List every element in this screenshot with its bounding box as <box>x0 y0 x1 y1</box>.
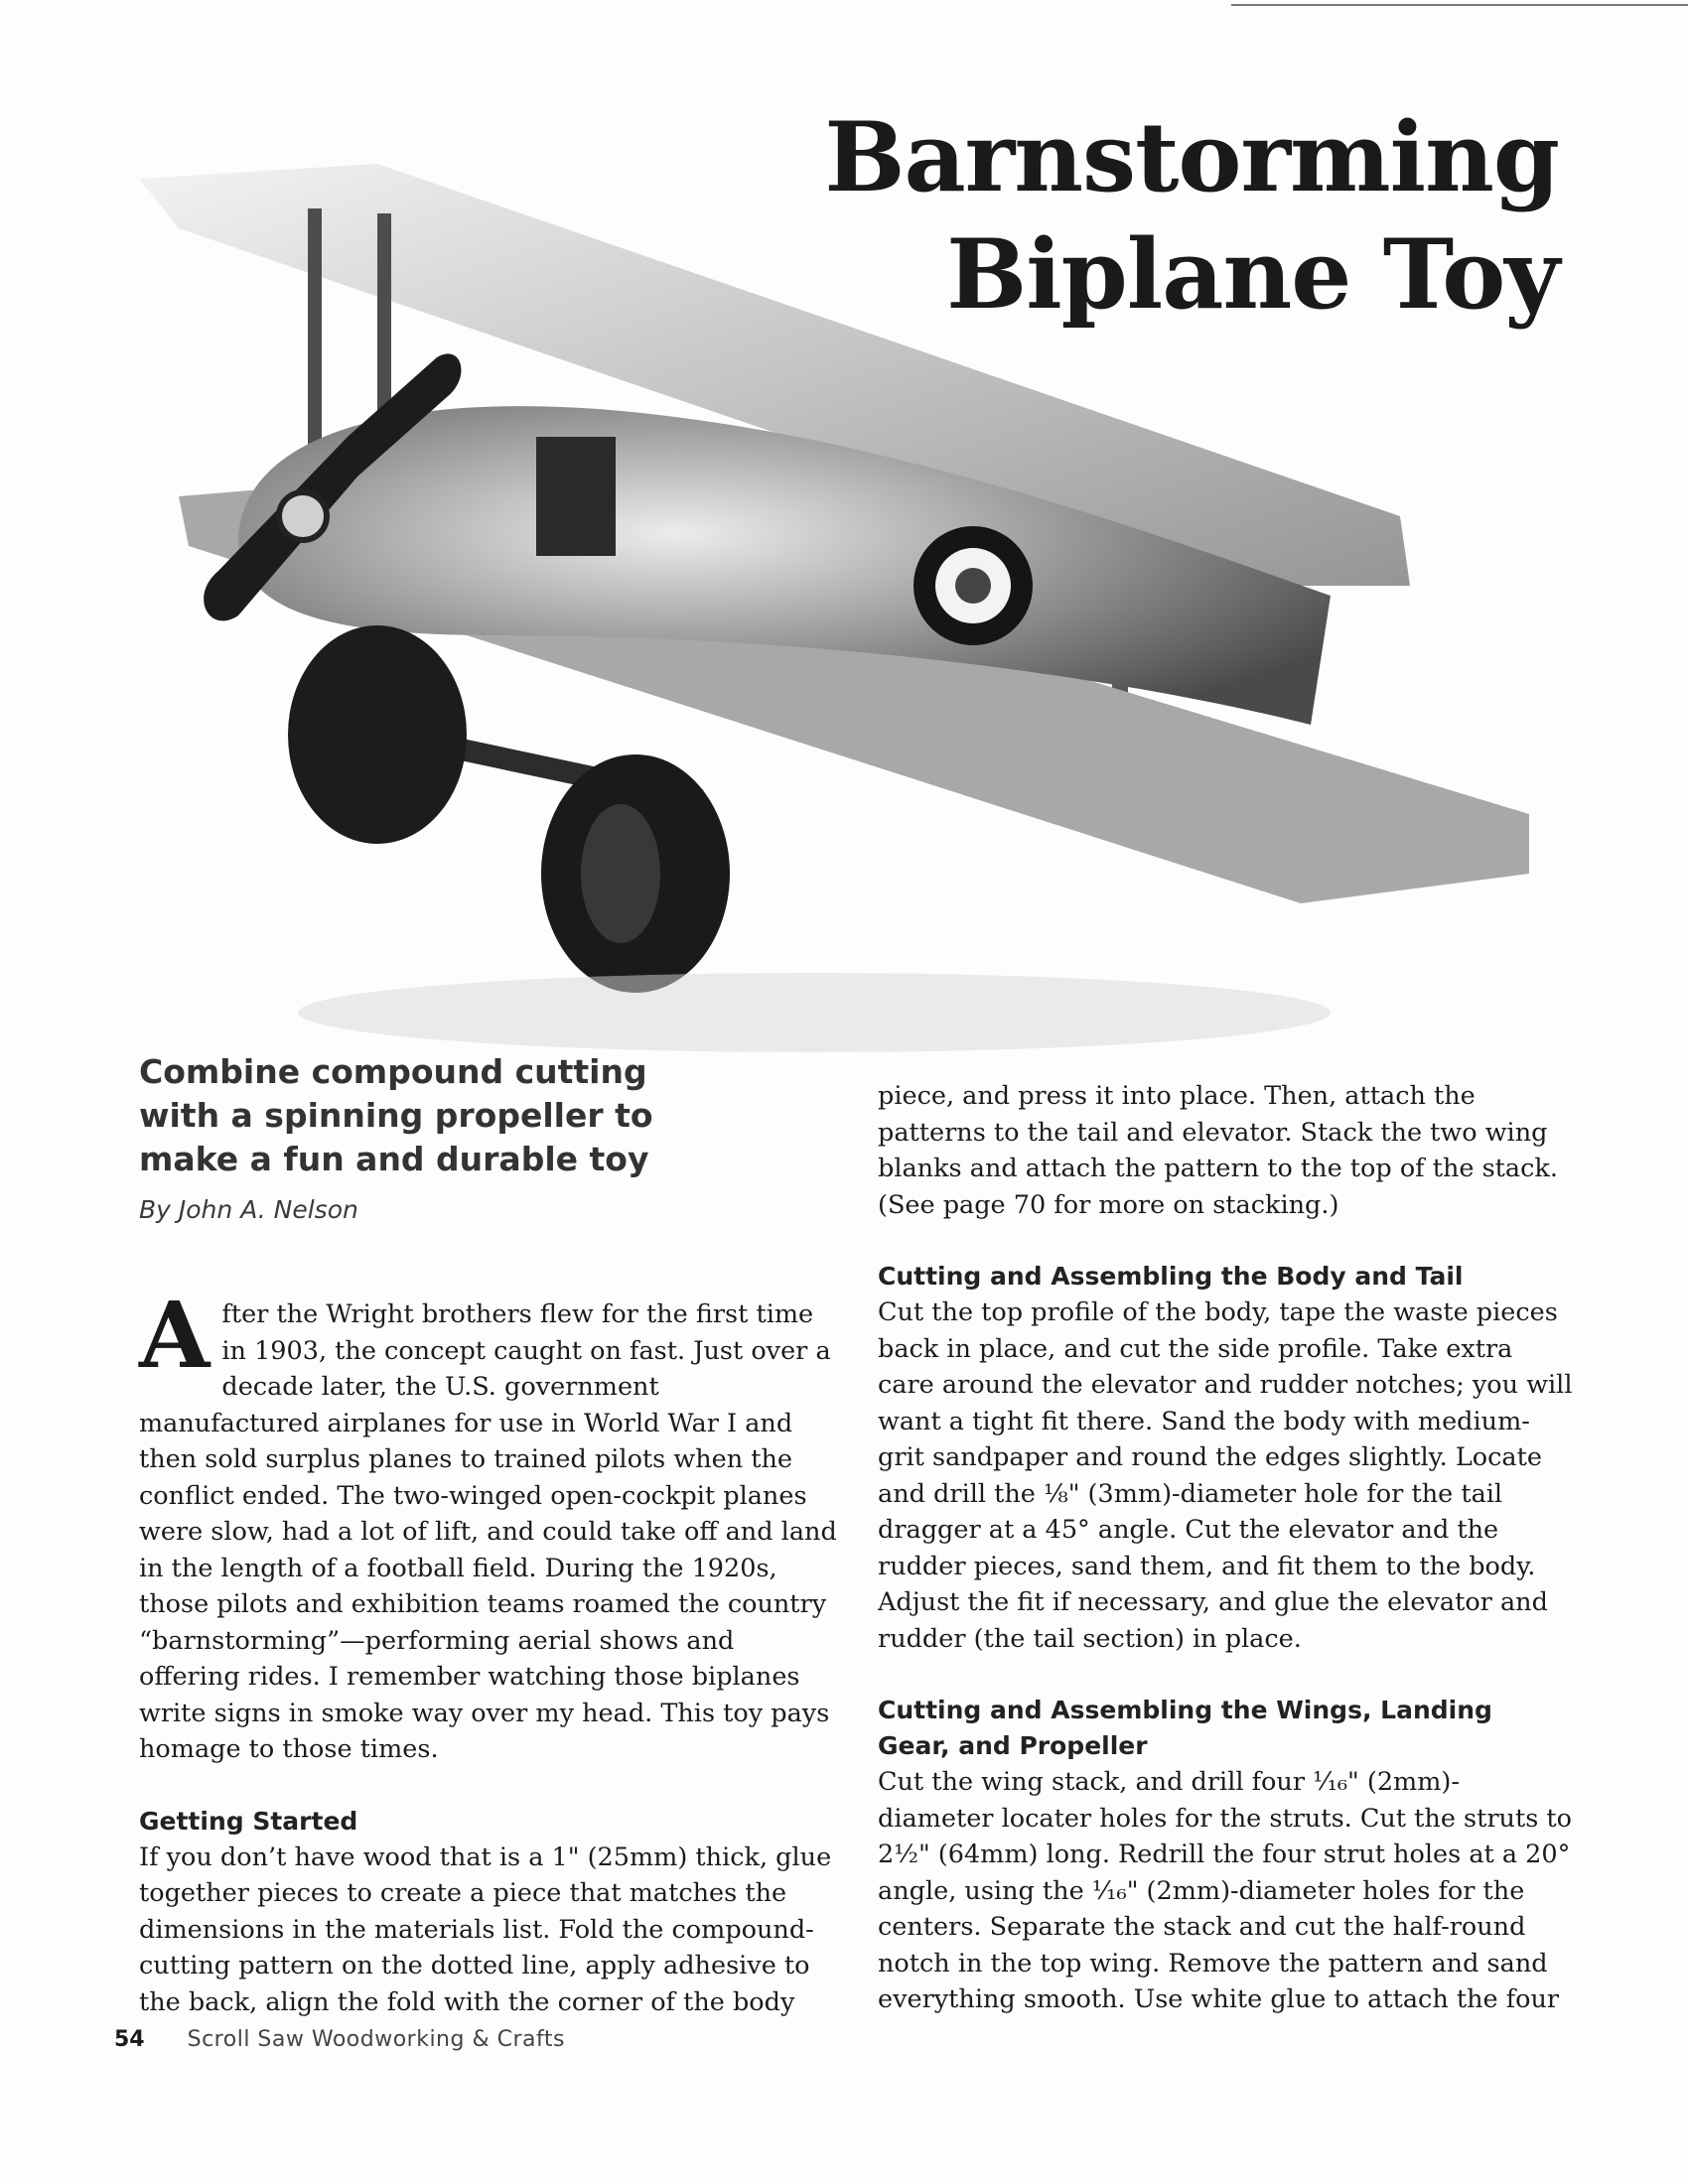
wings-paragraph: Cut the wing stack, and drill four ¹⁄₁₆" (2mm)-diameter locater holes for the struts. Cut the struts to 2½" (64mm) long. Redrill the four strut holes at a 20° angle, using the ¹⁄₁₆" (2mm)-diameter holes for the centers. Separate the stack and cut the half-round notch in the top wing. Remove the pattern and sand everything smooth. Use white glue to attach the four <box>878 1767 1573 2014</box>
body-tail-paragraph: Cut the top profile of the body, tape the waste pieces back in place, and cut the side profile. Take extra care around the elevator and rudder notches; you will want a tight fit there. Sand the body with medium-grit sandpaper and round the edges slightly. Locate and drill the ⅛" (3mm)-diameter hole for the tail dragger at a 45° angle. Cut the elevator and the rudder pieces, sand them, and fit them to the body. Adjust the fit if necessary, and glue the elevator and rudder (the tail section) in place. <box>878 1297 1573 1654</box>
intro-paragraph <box>139 1282 839 1768</box>
magazine-name: Scroll Saw Woodworking & Crafts <box>187 2027 565 2052</box>
cockpit <box>536 437 616 556</box>
intro-text: fter the Wright brothers flew for the first time in 1903, the concept caught on fast. Just over a decade later, the U.S. government manufactured airplanes for use in World War I and then sold surplus planes to trained pilots when the conflict ended. The two-winged open-cockpit planes were slow, had a lot of lift, and could take off and land in the length of a football field. During the 1920s, those pilots and exhibition teams roamed the country “barnstorming”—performing aerial shows and offering rides. I remember watching those biplanes write signs in smoke way over my head. This toy pays homage to those times. <box>139 1299 837 1764</box>
wing-strut <box>308 208 322 467</box>
article-title <box>824 99 1559 334</box>
section-heading-wings: Cutting and Assembling the Wings, Landing Gear, and Propeller <box>878 1696 1492 1760</box>
section-heading-body-tail: Cutting and Assembling the Body and Tail <box>878 1262 1464 1291</box>
title-line-1: Barnstorming <box>824 101 1559 213</box>
column-left <box>139 1282 839 2020</box>
section-heading-getting-started: Getting Started <box>139 1806 358 1836</box>
wheel <box>288 625 467 844</box>
continued-paragraph: piece, and press it into place. Then, attach the patterns to the tail and elevator. Stack the two wing blanks and attach the pattern to the top of the stack. (See page 70 for more on stacking.) <box>878 1081 1558 1220</box>
byline: By John A. Nelson <box>139 1195 358 1224</box>
page-footer <box>114 2027 565 2052</box>
column-right <box>878 1078 1573 2018</box>
getting-started-paragraph: If you don’t have wood that is a 1" (25mm) thick, glue together pieces to create a piece that matches the dimensions in the materials list. Fold the compound-cutting pattern on the dotted line, apply adhesive to the back, align the fold with the corner of the body <box>139 1842 832 2017</box>
top-rule <box>1231 4 1688 6</box>
article-deck: Combine compound cutting with a spinning propeller to make a fun and durable toy <box>139 1052 653 1178</box>
drop-cap: A <box>139 1282 211 1389</box>
title-line-2: Biplane Toy <box>946 218 1559 331</box>
page-number: 54 <box>114 2027 145 2052</box>
propeller-hub <box>279 492 327 540</box>
